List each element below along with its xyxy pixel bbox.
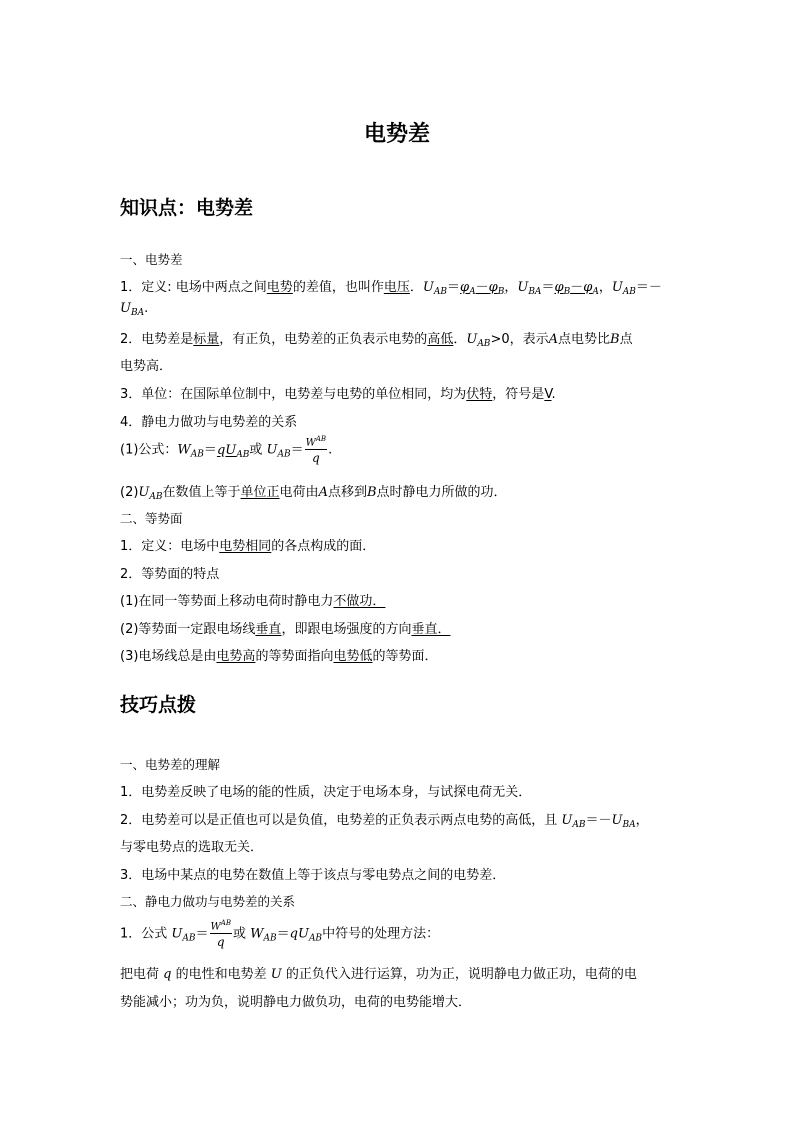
- tip-line-3: 3．电场中某点的电势在数值上等于该点与零电势点之间的电势差．: [120, 868, 506, 883]
- subheading-potential-difference: 一、电势差: [120, 252, 183, 267]
- subheading-work-relation: 二、静电力做功与电势差的关系: [120, 894, 296, 909]
- formula-line: (1)公式：$W_{AB}=qU_{AB}$或 $U_{AB}=$ $\frac{W^{AB}}{q}$ .: [120, 435, 333, 466]
- scalar-line-cont: 电势高．: [120, 359, 173, 374]
- tip-sign-line-cont: 势能减小；功为负，说明静电力做负功，电荷的电势能增大．: [120, 995, 472, 1010]
- work-relation-line: 4．静电力做功与电势差的关系: [120, 415, 298, 430]
- unit-charge-line: $(2)U_{AB}$在数值上等于单位正电荷由A点移到B点时静电力所做的功．: [120, 485, 507, 502]
- page-title: 电势差: [363, 122, 430, 147]
- feature-3: (3)电场线总是由电势高的等势面指向电势低的等势面．: [120, 649, 438, 664]
- definition-line-cont: $U_{BA}$.: [120, 301, 149, 318]
- feature-1: (1)在同一等势面上移动电荷时静电力不做功．: [120, 594, 386, 609]
- unit-line: 3．单位：在国际单位制中，电势差与电势的单位相同，均为伏特，符号是V.: [120, 387, 556, 402]
- tip-line-2: 2．电势差可以是正值也可以是负值，电势差的正负表示两点电势的高低，且 $U_{AB}=-U_{BA}$，: [120, 813, 649, 830]
- equipotential-features: 2．等势面的特点: [120, 567, 220, 582]
- scalar-line: 2．电势差是标量，有正负，电势差的正负表示电势的高低．$U_{AB}>0$，表示A点电势比B点: [120, 332, 633, 349]
- fraction-w-over-q: $\frac{W^{AB}}{q}$: [305, 435, 327, 466]
- tip-formula-line: 1．公式 $U_{AB}=$ $\frac{W^{AB}}{q}$ 或 $W_{AB}=qU_{AB}$中符号的处理方法：: [120, 919, 440, 950]
- tip-line-2-cont: 与零电势点的选取无关．: [120, 840, 264, 855]
- feature-2: (2)等势面一定跟电场线垂直，即跟电场强度的方向垂直．: [120, 622, 451, 637]
- definition-line: 1．定义: 电场中两点之间电势的差值，也叫作电压．$U_{AB}=\varphi_A-\varphi_B$，$U_{BA}=\varphi_B-\varphi_A$，$U_{AB}=-$: [120, 280, 662, 297]
- equipotential-definition: 1．定义：电场中电势相同的各点构成的面．: [120, 539, 376, 554]
- section-heading-tips: 技巧点拨: [120, 694, 197, 716]
- tip-sign-line: 把电荷 q 的电性和电势差 U 的正负代入进行运算，功为正，说明静电力做正功，电荷的电: [120, 967, 637, 982]
- fraction-w-over-q-2: $\frac{W^{AB}}{q}$: [210, 919, 231, 950]
- section-heading-knowledge: 知识点：电势差: [120, 197, 254, 219]
- tip-line-1: 1．电势差反映了电场的能的性质，决定于电场本身，与试探电荷无关．: [120, 785, 532, 800]
- subheading-understanding: 一、电势差的理解: [120, 757, 221, 772]
- subheading-equipotential: 二、等势面: [120, 511, 183, 526]
